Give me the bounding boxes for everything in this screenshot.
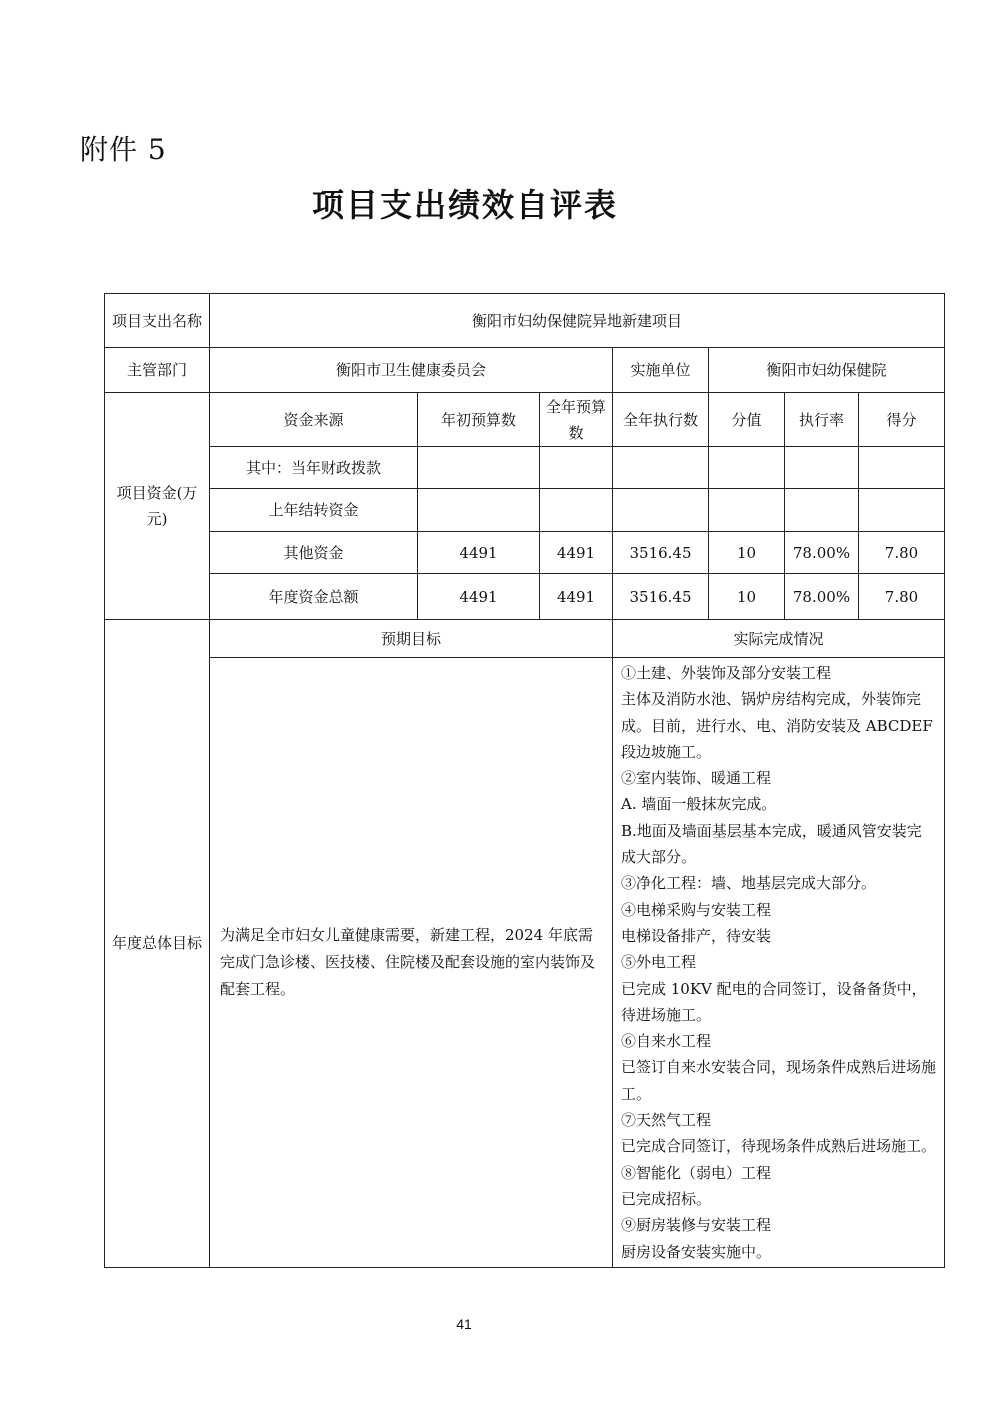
funds-annual: 4491 xyxy=(540,574,613,620)
funds-row xyxy=(105,532,945,574)
actual-line: 主体及消防水池、锅炉房结构完成，外装饰完成。目前，进行水、电、消防安装及 ABCDEF 段边坡施工。 xyxy=(621,690,933,761)
goals-content-row xyxy=(105,658,945,1268)
funds-header-initial: 年初预算数 xyxy=(418,393,540,447)
goals-header-row xyxy=(105,620,945,658)
actual-line: B.地面及墙面基层基本完成，暖通风管安装完成大部分。 xyxy=(621,821,922,867)
actual-line: ⑥自来水工程 xyxy=(621,1032,712,1051)
department-row xyxy=(105,348,945,393)
actual-line: 已完成招标。 xyxy=(621,1189,712,1208)
funds-source: 其中：当年财政拨款 xyxy=(210,447,418,489)
funds-row xyxy=(105,489,945,532)
funds-initial xyxy=(418,489,540,532)
funds-total-row xyxy=(105,574,945,620)
actual-line: 已完成合同签订，待现场条件成熟后进场施工。 xyxy=(621,1137,937,1156)
funds-header-row xyxy=(105,393,945,447)
actual-line: ④电梯采购与安装工程 xyxy=(621,900,772,919)
funds-initial xyxy=(418,447,540,489)
actual-completion-header: 实际完成情况 xyxy=(613,620,945,658)
funds-initial: 4491 xyxy=(418,574,540,620)
funds-initial: 4491 xyxy=(418,532,540,574)
actual-line: ⑦天然气工程 xyxy=(621,1111,712,1130)
actual-line: 已完成 10KV 配电的合同签订，设备备货中，待进场施工。 xyxy=(621,979,927,1024)
funds-label: 项目资金(万元) xyxy=(105,393,210,620)
funds-rate xyxy=(785,447,859,489)
actual-line: ⑤外电工程 xyxy=(621,953,697,972)
funds-executed xyxy=(613,447,709,489)
funds-weight: 10 xyxy=(709,532,785,574)
funds-rate: 78.00% xyxy=(785,532,859,574)
actual-completion-list xyxy=(613,658,945,1268)
page-number: 41 xyxy=(456,1316,472,1332)
funds-score: 7.80 xyxy=(859,574,945,620)
funds-header-annual: 全年预算数 xyxy=(540,393,613,447)
actual-line: ⑧智能化（弱电）工程 xyxy=(621,1163,772,1182)
funds-weight xyxy=(709,447,785,489)
actual-line: A. 墙面一般抹灰完成。 xyxy=(621,795,777,814)
funds-annual: 4491 xyxy=(540,532,613,574)
page-title: 项目支出绩效自评表 xyxy=(311,186,618,224)
funds-header-source: 资金来源 xyxy=(210,393,418,447)
funds-weight: 10 xyxy=(709,574,785,620)
funds-row xyxy=(105,447,945,489)
funds-score xyxy=(859,489,945,532)
project-name-value: 衡阳市妇幼保健院异地新建项目 xyxy=(210,294,945,348)
actual-line: 已签订自来水安装合同，现场条件成熟后进场施工。 xyxy=(621,1058,937,1103)
funds-rate: 78.00% xyxy=(785,574,859,620)
department-label: 主管部门 xyxy=(105,348,210,393)
funds-annual xyxy=(540,489,613,532)
expected-goal-header: 预期目标 xyxy=(210,620,613,658)
actual-line: 厨房设备安装实施中。 xyxy=(621,1242,772,1261)
funds-header-score: 得分 xyxy=(859,393,945,447)
funds-source: 上年结转资金 xyxy=(210,489,418,532)
attachment-label: 附件 5 xyxy=(80,133,167,166)
funds-header-rate: 执行率 xyxy=(785,393,859,447)
funds-rate xyxy=(785,489,859,532)
expected-goal-text: 为满足全市妇女儿童健康需要，新建工程，2024 年底需完成门急诊楼、医技楼、住院楼及配套设施的室内装饰及配套工程。 xyxy=(210,658,613,1268)
actual-line: ⑨厨房装修与安装工程 xyxy=(621,1216,772,1235)
actual-line: ①土建、外装饰及部分安装工程 xyxy=(621,664,832,682)
evaluation-table xyxy=(104,293,945,1268)
unit-label: 实施单位 xyxy=(613,348,709,393)
project-name-label: 项目支出名称 xyxy=(105,294,210,348)
funds-score xyxy=(859,447,945,489)
department-value: 衡阳市卫生健康委员会 xyxy=(210,348,613,393)
funds-score: 7.80 xyxy=(859,532,945,574)
actual-line: ②室内装饰、暖通工程 xyxy=(621,769,772,788)
funds-source: 其他资金 xyxy=(210,532,418,574)
funds-executed xyxy=(613,489,709,532)
funds-header-weight: 分值 xyxy=(709,393,785,447)
actual-line: 电梯设备排产，待安装 xyxy=(621,926,772,945)
actual-line: ③净化工程：墙、地基层完成大部分。 xyxy=(621,874,877,893)
funds-executed: 3516.45 xyxy=(613,532,709,574)
unit-value: 衡阳市妇幼保健院 xyxy=(709,348,945,393)
funds-weight xyxy=(709,489,785,532)
funds-header-executed: 全年执行数 xyxy=(613,393,709,447)
project-name-row xyxy=(105,294,945,348)
funds-executed: 3516.45 xyxy=(613,574,709,620)
funds-source: 年度资金总额 xyxy=(210,574,418,620)
funds-annual xyxy=(540,447,613,489)
goals-label: 年度总体目标 xyxy=(105,620,210,1268)
